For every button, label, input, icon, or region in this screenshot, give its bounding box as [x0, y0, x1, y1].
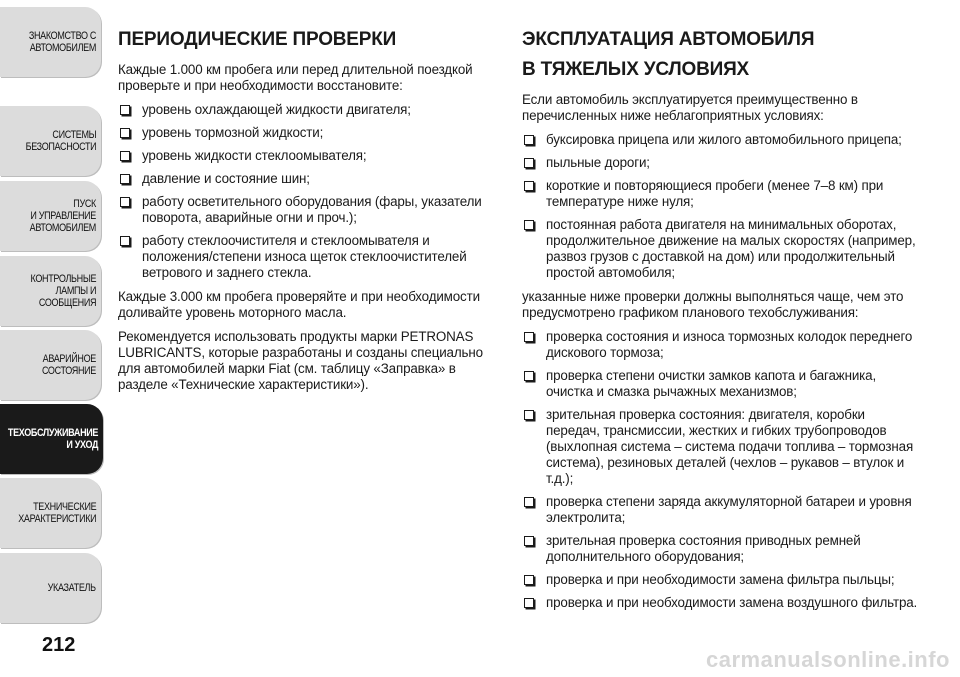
tab-technical-specs[interactable] — [0, 478, 101, 548]
list-item: постоянная работа двигателя на минимальных оборотах, продолжительное движение на малых скоростях (например, развоз грузов с доставкой на дом) или продолжительный простой автомобиля; — [522, 217, 922, 281]
list-item: проверка состояния и износа тормозных колодок переднего дискового тормоза; — [522, 329, 922, 361]
checkbox-icon — [120, 236, 130, 246]
list-item: короткие и повторяющиеся пробеги (менее 7–8 км) при температуре ниже нуля; — [522, 178, 922, 210]
list-item: работу стеклоочистителя и стеклоомывателя и положения/степени износа щеток стеклоочистителей ветрового и заднего стекла. — [118, 233, 500, 281]
checkbox-icon — [524, 135, 534, 145]
checkbox-icon — [524, 332, 534, 342]
watermark: carmanualsonline.info — [706, 647, 950, 672]
checkbox-icon — [524, 371, 534, 381]
tab-start-driving[interactable] — [0, 181, 101, 251]
list-item: уровень охлаждающей жидкости двигателя; — [118, 102, 500, 118]
intro-paragraph: Если автомобиль эксплуатируется преимущественно в перечисленных ниже неблагоприятных условиях: — [522, 92, 858, 123]
severe-conditions-section — [522, 28, 922, 619]
checkbox-icon — [120, 105, 130, 115]
checkbox-icon — [120, 128, 130, 138]
intro-paragraph: Каждые 1.000 км пробега или перед длительной поездкой проверьте и при необходимости восстановите: — [118, 62, 473, 93]
tab-intro[interactable] — [0, 7, 101, 77]
list-item: проверка степени очистки замков капота и багажника, очистка и смазка рычажных механизмов; — [522, 368, 922, 400]
checkbox-icon — [524, 220, 534, 230]
tab-label: СИСТЕМЫ БЕЗОПАСНОСТИ — [25, 129, 97, 153]
list-item: пыльные дороги; — [522, 155, 922, 171]
checkbox-icon — [524, 598, 534, 608]
tab-label: ПУСК И УПРАВЛЕНИЕ АВТОМОБИЛЕМ — [29, 198, 97, 234]
chapter-tabs — [0, 0, 103, 640]
list-item: уровень жидкости стеклоомывателя; — [118, 148, 500, 164]
checkbox-icon — [120, 197, 130, 207]
list-item: проверка и при необходимости замена воздушного фильтра. — [522, 595, 922, 611]
checkbox-icon — [120, 151, 130, 161]
periodic-checks-section — [118, 28, 500, 401]
section-title: ЭКСПЛУАТАЦИЯ АВТОМОБИЛЯ В ТЯЖЕЛЫХ УСЛОВИЯХ — [522, 29, 815, 80]
checkbox-icon — [524, 410, 534, 420]
frequency-paragraph: указанные ниже проверки должны выполняться чаще, чем это предусмотрено графиком планового техобслуживания: — [522, 289, 904, 320]
tab-warning-lights[interactable] — [0, 256, 101, 326]
checkbox-icon — [524, 536, 534, 546]
conditions-list — [522, 132, 922, 281]
tab-index[interactable] — [0, 553, 101, 623]
tab-label: КОНТРОЛЬНЫЕ ЛАМПЫ И СООБЩЕНИЯ — [30, 273, 97, 309]
list-item: работу осветительного оборудования (фары, указатели поворота, аварийные огни и проч.); — [118, 194, 500, 226]
checkbox-icon — [524, 575, 534, 585]
list-item: буксировка прицепа или жилого автомобильного прицепа; — [522, 132, 922, 148]
tab-safety[interactable] — [0, 106, 101, 176]
list-item: проверка степени заряда аккумуляторной батареи и уровня электролита; — [522, 494, 922, 526]
checks-list — [522, 329, 922, 611]
checkbox-icon — [524, 497, 534, 507]
oil-check-paragraph: Каждые 3.000 км пробега проверяйте и при необходимости доливайте уровень моторного масла. — [118, 289, 480, 320]
checkbox-icon — [524, 181, 534, 191]
lubricants-paragraph: Рекомендуется использовать продукты марки PETRONAS LUBRICANTS, которые разработаны и созданы специально для автомобилей марки Fiat (см. таблицу «Заправка» в разделе «Технические характеристики»). — [118, 329, 483, 392]
list-item: уровень тормозной жидкости; — [118, 125, 500, 141]
tab-label: ТЕХНИЧЕСКИЕ ХАРАКТЕРИСТИКИ — [17, 501, 97, 525]
tab-label: ЗНАКОМСТВО С АВТОМОБИЛЕМ — [28, 30, 97, 54]
tab-label: УКАЗАТЕЛЬ — [48, 582, 97, 594]
section-title: ПЕРИОДИЧЕСКИЕ ПРОВЕРКИ — [118, 29, 397, 50]
tab-maintenance[interactable] — [0, 404, 103, 474]
tab-emergency[interactable] — [0, 330, 101, 400]
checkbox-icon — [120, 174, 130, 184]
list-item: давление и состояние шин; — [118, 171, 500, 187]
tab-label: АВАРИЙНОЕ СОСТОЯНИЕ — [42, 353, 97, 377]
tab-label: ТЕХОБСЛУЖИВАНИЕ И УХОД — [7, 427, 99, 451]
list-item: зрительная проверка состояния: двигателя, коробки передач, трансмиссии, жестких и гибких трубопроводов (выхлопная система – система подачи топлива – тормозная система), резиновых деталей (чехлов – рукавов – втулок и т.д.); — [522, 407, 922, 487]
page-number: 212 — [42, 634, 76, 656]
checklist — [118, 102, 500, 281]
checkbox-icon — [524, 158, 534, 168]
list-item: зрительная проверка состояния приводных ремней дополнительного оборудования; — [522, 533, 922, 565]
list-item: проверка и при необходимости замена фильтра пыльцы; — [522, 572, 922, 588]
